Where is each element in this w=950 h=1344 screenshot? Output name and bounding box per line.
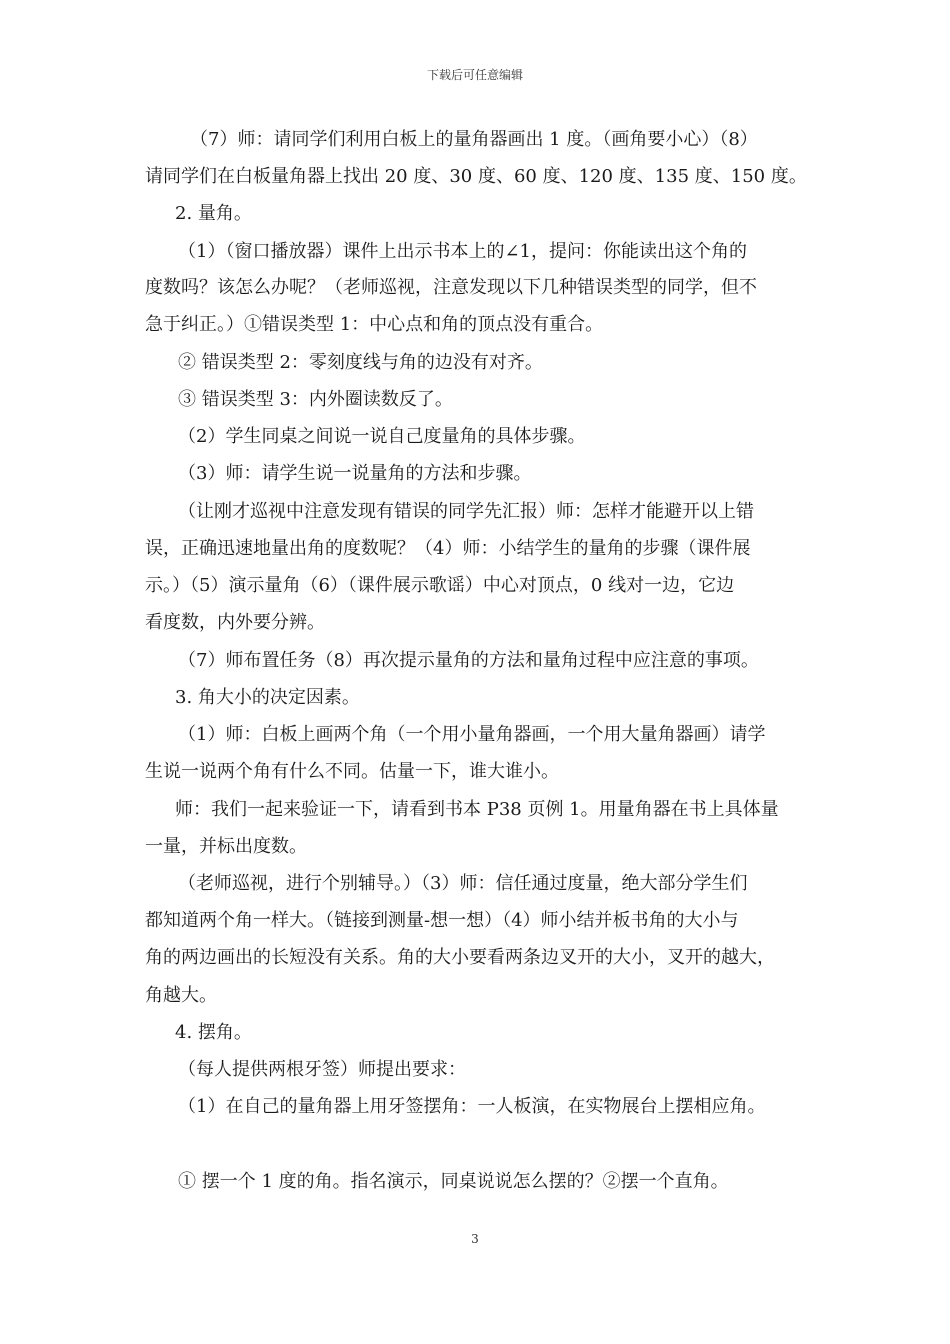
text-line: （老师巡视，进行个别辅导。）（3）师：信任通过度量，绝大部分学生们 <box>178 873 748 894</box>
text-line: （1）在自己的量角器上用牙签摆角：一人板演，在实物展台上摆相应角。 <box>178 1096 766 1117</box>
text-line: 请同学们在白板量角器上找出 20 度、30 度、60 度、120 度、135 度、150 度。 <box>145 166 807 187</box>
text-line: （2）学生同桌之间说一说自己度量角的具体步骤。 <box>178 426 586 447</box>
text-line: （7）师：请同学们利用白板上的量角器画出 1 度。（画角要小心）（8） <box>190 129 758 150</box>
text-line: 度数吗？该怎么办呢？（老师巡视，注意发现以下几种错误类型的同学，但不 <box>145 277 757 298</box>
page-number: 3 <box>471 1232 479 1246</box>
text-line: （1）（窗口播放器）课件上出示书本上的∠1，提问：你能读出这个角的 <box>178 241 747 262</box>
text-line: ② 错误类型 2：零刻度线与角的边没有对齐。 <box>178 352 543 373</box>
text-line: （3）师：请学生说一说量角的方法和步骤。 <box>178 463 532 484</box>
text-line: 误，正确迅速地量出角的度数呢？（4）师：小结学生的量角的步骤（课件展 <box>145 538 751 559</box>
page-header: 下载后可任意编辑 <box>426 68 523 82</box>
section-heading: 4. 摆角。 <box>175 1022 252 1043</box>
text-line: 师：我们一起来验证一下，请看到书本 P38 页例 1。用量角器在书上具体量 <box>175 799 779 820</box>
text-line: ① 摆一个 1 度的角。指名演示，同桌说说怎么摆的？②摆一个直角。 <box>178 1171 729 1192</box>
text-line: 角的两边画出的长短没有关系。角的大小要看两条边叉开的大小，叉开的越大， <box>145 947 775 968</box>
text-line: ③ 错误类型 3：内外圈读数反了。 <box>178 389 453 410</box>
text-line: 角越大。 <box>145 985 217 1006</box>
text-line: 示。）（5）演示量角（6）（课件展示歌谣）中心对顶点，0 线对一边，它边 <box>145 575 735 596</box>
section-heading: 3. 角大小的决定因素。 <box>175 687 360 708</box>
text-line: 生说一说两个角有什么不同。估量一下，谁大谁小。 <box>145 761 559 782</box>
text-line: 急于纠正。）①错误类型 1：中心点和角的顶点没有重合。 <box>145 314 604 335</box>
text-line: （每人提供两根牙签）师提出要求： <box>178 1059 466 1080</box>
text-line: 看度数，内外要分辨。 <box>145 612 325 633</box>
text-line: （7）师布置任务（8）再次提示量角的方法和量角过程中应注意的事项。 <box>178 650 759 671</box>
text-line: （1）师：白板上画两个角（一个用小量角器画，一个用大量角器画）请学 <box>178 724 766 745</box>
text-line: （让刚才巡视中注意发现有错误的同学先汇报）师：怎样才能避开以上错 <box>178 501 754 522</box>
text-line: 都知道两个角一样大。（链接到测量-想一想）（4）师小结并板书角的大小与 <box>145 910 739 931</box>
section-heading: 2. 量角。 <box>175 203 252 224</box>
text-line: 一量，并标出度数。 <box>145 836 307 857</box>
